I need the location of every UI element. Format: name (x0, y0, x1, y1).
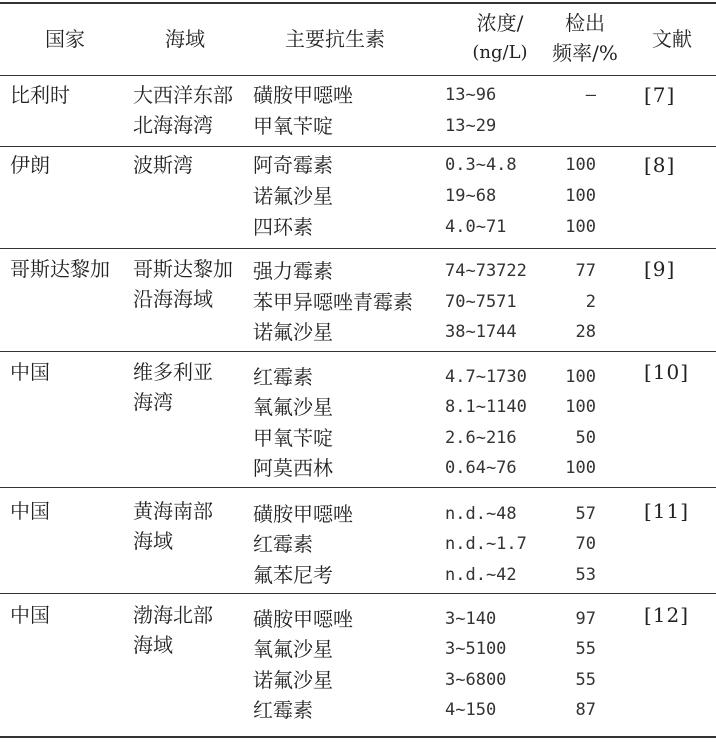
frequency-cell: 100 (565, 217, 596, 237)
table-row (0, 150, 716, 180)
antibiotic-cell: 氧氟沙星 (253, 395, 333, 419)
header-concentration (445, 8, 555, 68)
table-row (0, 181, 716, 211)
table-row (0, 423, 716, 453)
table-row (0, 80, 716, 110)
concentration-cell: 13~29 (445, 116, 497, 136)
frequency-cell: 57 (575, 504, 596, 524)
antibiotic-cell: 强力霉素 (253, 259, 333, 283)
concentration-cell: 0.64~76 (445, 458, 517, 478)
concentration-cell: 3~5100 (445, 639, 507, 659)
frequency-cell: 2 (585, 292, 596, 312)
table-row (0, 453, 716, 483)
concentration-cell: 0.3~4.8 (445, 155, 517, 175)
antibiotic-cell: 氟苯尼考 (253, 563, 333, 587)
reference-cell: [7] (644, 83, 676, 107)
header-frequency (540, 8, 630, 68)
group-divider (0, 248, 716, 249)
region-line: 黄海南部 (133, 499, 213, 523)
concentration-cell: 4.7~1730 (445, 367, 527, 387)
antibiotic-cell: 磺胺甲噁唑 (253, 607, 353, 631)
concentration-cell: 3~6800 (445, 670, 507, 690)
table-row (0, 499, 716, 529)
region-line: 海域 (133, 633, 173, 657)
concentration-cell: 2.6~216 (445, 428, 517, 448)
concentration-cell: 4~150 (445, 700, 497, 720)
antibiotic-cell: 阿奇霉素 (253, 153, 333, 177)
group-divider (0, 487, 716, 488)
concentration-cell: 13~96 (445, 85, 497, 105)
antibiotic-cell: 红霉素 (253, 532, 313, 556)
concentration-cell: 19~68 (445, 186, 497, 206)
table-row (0, 560, 716, 590)
group-divider (0, 593, 716, 594)
header-frequency-unit: 频率/% (552, 41, 618, 65)
region-line: 海湾 (133, 390, 173, 414)
header-region: 海域 (165, 27, 205, 51)
header-concentration-unit: (ng/L) (472, 42, 528, 63)
antibiotic-cell: 诺氟沙星 (253, 320, 333, 344)
table-row (0, 634, 716, 664)
frequency-cell: 100 (565, 186, 596, 206)
frequency-cell: 55 (575, 670, 596, 690)
antibiotic-cell: 诺氟沙星 (253, 184, 333, 208)
country-cell: 哥斯达黎加 (10, 257, 110, 281)
frequency-cell: 87 (575, 700, 596, 720)
frequency-cell: 70 (575, 534, 596, 554)
region-line: 波斯湾 (133, 153, 193, 177)
frequency-cell: 77 (575, 261, 596, 281)
antibiotic-cell: 甲氧苄啶 (253, 426, 333, 450)
table-row (0, 665, 716, 695)
region-line: 哥斯达黎加 (133, 257, 233, 281)
concentration-cell: 70~7571 (445, 292, 517, 312)
frequency-cell: 100 (565, 397, 596, 417)
frequency-cell: 53 (575, 565, 596, 585)
region-line: 北海海湾 (133, 113, 213, 137)
antibiotic-cell: 诺氟沙星 (253, 668, 333, 692)
region-line: 维多利亚 (133, 360, 213, 384)
table-row (0, 212, 716, 242)
concentration-cell: 4.0~71 (445, 217, 507, 237)
concentration-cell: n.d.~1.7 (445, 534, 527, 554)
concentration-cell: 8.1~1140 (445, 397, 527, 417)
frequency-cell: 100 (565, 458, 596, 478)
antibiotic-cell: 红霉素 (253, 698, 313, 722)
frequency-cell: 50 (575, 428, 596, 448)
table-row (0, 317, 716, 347)
table-row (0, 392, 716, 422)
region-line: 大西洋东部 (133, 83, 233, 107)
header-country: 国家 (45, 27, 85, 51)
table-top-rule (0, 2, 716, 4)
country-cell: 中国 (10, 499, 50, 523)
antibiotic-cell: 苯甲异噁唑青霉素 (253, 290, 413, 314)
frequency-cell: 97 (575, 609, 596, 629)
reference-cell: [11] (644, 499, 690, 523)
country-cell: 中国 (10, 360, 50, 384)
table-row (0, 695, 716, 725)
table-row (0, 287, 716, 317)
group-divider (0, 351, 716, 352)
header-frequency-label: 检出 (565, 11, 605, 35)
reference-cell: [9] (644, 257, 676, 281)
antibiotic-cell: 磺胺甲噁唑 (253, 502, 353, 526)
group-divider (0, 146, 716, 147)
country-cell: 比利时 (10, 83, 70, 107)
table-bottom-rule (0, 736, 716, 738)
frequency-cell: 100 (565, 367, 596, 387)
table-row (0, 111, 716, 141)
antibiotic-cell: 阿莫西林 (253, 456, 333, 480)
concentration-cell: 3~140 (445, 609, 497, 629)
table-row (0, 362, 716, 392)
frequency-cell: — (585, 85, 596, 105)
region-line: 海域 (133, 529, 173, 553)
header-concentration-label: 浓度/ (476, 11, 524, 35)
region-line: 沿海海域 (133, 287, 213, 311)
table-row (0, 256, 716, 286)
concentration-cell: n.d.~42 (445, 565, 517, 585)
header-reference: 文献 (652, 27, 692, 51)
concentration-cell: n.d.~48 (445, 504, 517, 524)
antibiotic-cell: 氧氟沙星 (253, 637, 333, 661)
table-header-rule (0, 75, 716, 76)
reference-cell: [12] (644, 603, 690, 627)
country-cell: 中国 (10, 603, 50, 627)
reference-cell: [8] (644, 153, 676, 177)
antibiotic-cell: 磺胺甲噁唑 (253, 83, 353, 107)
frequency-cell: 55 (575, 639, 596, 659)
antibiotic-cell: 红霉素 (253, 365, 313, 389)
reference-cell: [10] (644, 360, 690, 384)
country-cell: 伊朗 (10, 153, 50, 177)
concentration-cell: 38~1744 (445, 322, 517, 342)
frequency-cell: 100 (565, 155, 596, 175)
antibiotic-cell: 四环素 (253, 215, 313, 239)
table-row (0, 529, 716, 559)
table-row (0, 604, 716, 634)
concentration-cell: 74~73722 (445, 261, 527, 281)
header-antibiotic: 主要抗生素 (285, 27, 385, 51)
region-line: 渤海北部 (133, 603, 213, 627)
frequency-cell: 28 (575, 322, 596, 342)
antibiotic-cell: 甲氧苄啶 (253, 114, 333, 138)
